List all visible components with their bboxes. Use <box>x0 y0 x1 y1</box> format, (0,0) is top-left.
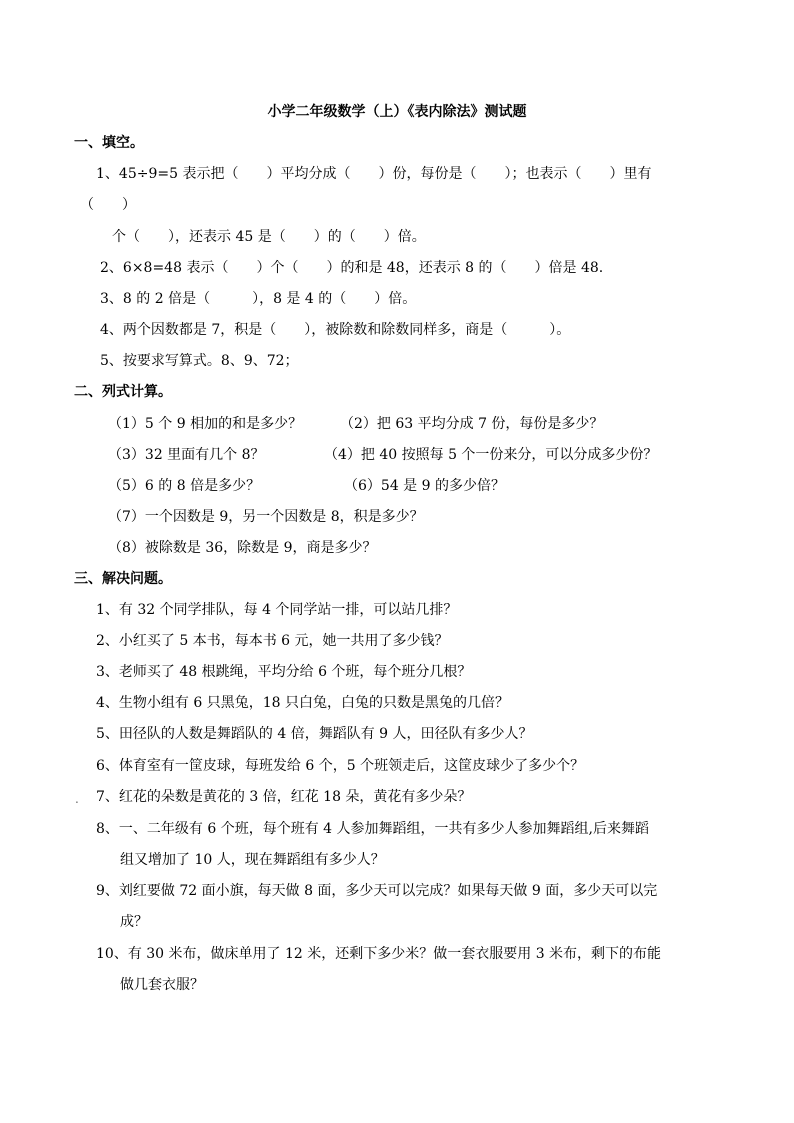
stray-mark: . <box>75 792 79 806</box>
question-line: 2、6×8=48 表示（ ）个（ ）的和是 48，还表示 8 的（ ）倍是 48. <box>100 260 604 276</box>
problem-line: 7、红花的朵数是黄花的 3 倍，红花 18 朵，黄花有多少朵？ <box>96 789 472 805</box>
calc-item: （4）把 40 按照每 5 个一份来分，可以分成多少份？ <box>324 447 658 463</box>
calc-item: （3）32 里面有几个 8？ <box>108 447 265 463</box>
problem-line: 组又增加了 10 人，现在舞蹈组有多少人？ <box>120 852 385 868</box>
page-title: 小学二年级数学（上）《表内除法》测试题 <box>267 104 527 120</box>
calc-item: （5）6 的 8 倍是多少？ <box>108 478 261 494</box>
section-heading-fill-blank: 一、填空。 <box>74 135 144 151</box>
calc-item: （6）54 是 9 的多少倍？ <box>344 478 505 494</box>
section-heading-word-problems: 三、解决问题。 <box>74 571 172 587</box>
question-line: 1、45÷9=5 表示把（ ）平均分成（ ）份，每份是（ ）；也表示（ ）里有 <box>96 166 652 182</box>
problem-line: 4、生物小组有 6 只黑兔，18 只白兔，白兔的只数是黑兔的几倍？ <box>96 695 509 711</box>
problem-line: 成？ <box>120 914 148 930</box>
section-heading-calculation: 二、列式计算。 <box>74 384 172 400</box>
calc-item: （2）把 63 平均分成 7 份，每份是多少？ <box>340 416 604 432</box>
problem-line: 1、有 32 个同学排队，每 4 个同学站一排，可以站几排？ <box>96 602 458 618</box>
problem-line: 2、小红买了 5 本书，每本书 6 元，她一共用了多少钱？ <box>96 633 449 649</box>
problem-line: 10、有 30 米布，做床单用了 12 米，还剩下多少米？做一套衣服要用 3 米布，剩下的布能 <box>96 946 662 962</box>
problem-line: 做几套衣服？ <box>120 977 204 993</box>
calc-item: （8）被除数是 36，除数是 9，商是多少？ <box>108 540 377 556</box>
problem-line: 6、体育室有一筐皮球，每班发给 6 个，5 个班领走后，这筐皮球少了多少个？ <box>96 758 585 774</box>
question-line: 4、两个因数都是 7，积是（ ），被除数和除数同样多，商是（ ）。 <box>100 322 571 338</box>
calc-item: （7）一个因数是 9，另一个因数是 8，积是多少？ <box>108 509 424 525</box>
question-line: 5、按要求写算式。8、9、72； <box>100 353 299 369</box>
problem-line: 9、刘红要做 72 面小旗，每天做 8 面，多少天可以完成？如果每天做 9 面，多少天可以完 <box>96 883 658 899</box>
problem-line: 8、一、二年级有 6 个班，每个班有 4 人参加舞蹈组，一共有多少人参加舞蹈组,后来舞蹈 <box>96 821 649 837</box>
question-line: 3、8 的 2 倍是（ ），8 是 4 的（ ）倍。 <box>100 291 417 307</box>
problem-line: 5、田径队的人数是舞蹈队的 4 倍，舞蹈队有 9 人，田径队有多少人？ <box>96 726 533 742</box>
question-line: 个（ ），还表示 45 是（ ）的（ ）倍。 <box>112 229 426 245</box>
calc-item: （1）5 个 9 相加的和是多少？ <box>108 416 303 432</box>
question-line: （ ） <box>80 197 136 213</box>
problem-line: 3、老师买了 48 根跳绳，平均分给 6 个班，每个班分几根？ <box>96 664 472 680</box>
